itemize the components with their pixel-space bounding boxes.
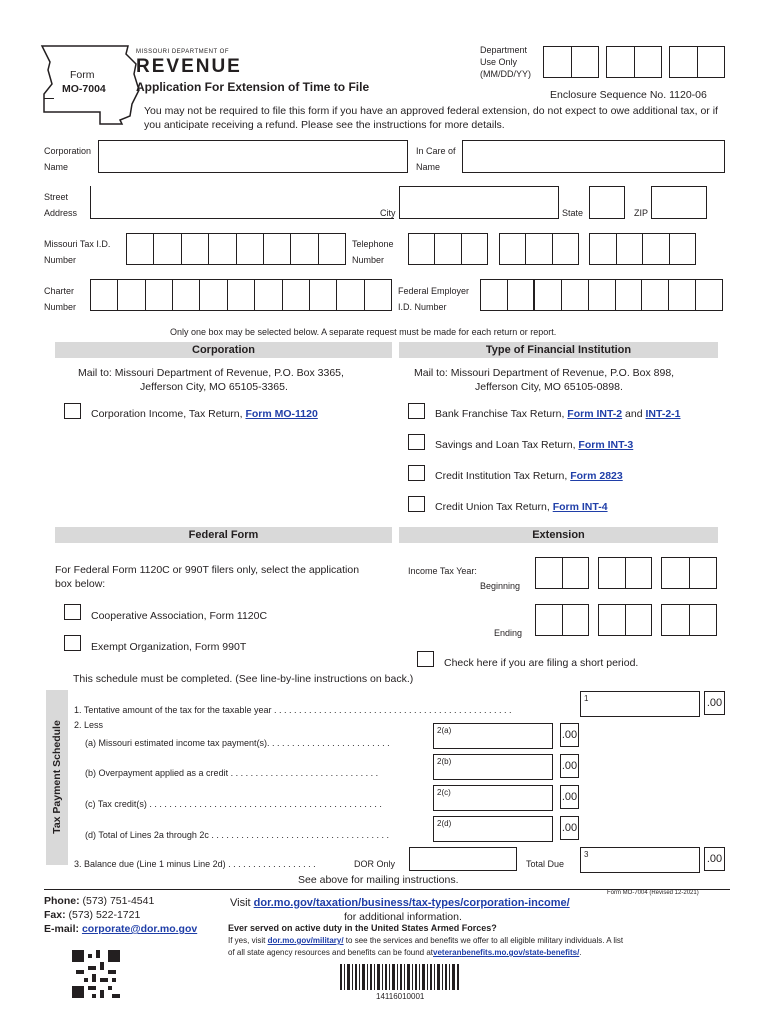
line-2c-label: (c) Tax credit(s) . . . . . . . . . . . . . . . . . . . . . . . . . . . . . . . . . . . . . . . . . . . . . . .: [85, 799, 382, 809]
more-info-text: for additional information.: [344, 911, 462, 923]
telephone-label-2: Number: [352, 255, 385, 265]
form-revision: Form MO-7004 (Revised 12-2021): [607, 890, 699, 896]
corporation-name-input[interactable]: [98, 140, 408, 173]
schedule-side-bar: [46, 690, 68, 865]
department-use-year: [669, 46, 725, 78]
fein-prefix-input[interactable]: [480, 279, 534, 311]
state-input[interactable]: [589, 186, 625, 219]
beginning-year-input[interactable]: [661, 557, 717, 589]
military-link[interactable]: dor.mo.gov/military/: [267, 936, 344, 945]
ending-label: Ending: [494, 628, 523, 638]
form-int-2-1-link[interactable]: INT-2-1: [645, 408, 681, 420]
telephone-label-1: Telephone: [352, 239, 394, 249]
zip-input[interactable]: [651, 186, 707, 219]
schedule-intro: This schedule must be completed. (See line-by-line instructions on back.): [73, 673, 414, 685]
city-label: City: [380, 208, 396, 218]
line-2d-label: (d) Total of Lines 2a through 2c . . . . . . . . . . . . . . . . . . . . . . . . . . . . . . . . . . . .: [85, 830, 389, 840]
line-2a-number: 2(a): [437, 726, 452, 735]
line-1-amount-input[interactable]: [580, 691, 700, 717]
notice-text: You may not be required to file this form if you have an approved federal extension, do not expect to owe additional tax, or if you anticipate receiving a refund. Please see the instructions for more details.: [144, 105, 718, 131]
form-2823-link[interactable]: Form 2823: [570, 470, 623, 482]
care-of-name-input[interactable]: [462, 140, 725, 173]
line-2c-cents: .00: [560, 785, 579, 809]
fein-label-2: I.D. Number: [398, 302, 447, 312]
corporation-mail-line-2: Jefferson City, MO 65105-3365.: [140, 381, 288, 393]
only-one-box-note: Only one box may be selected below. A separate request must be made for each return or report.: [170, 327, 557, 337]
see-above-note: See above for mailing instructions.: [298, 874, 459, 886]
corporation-name-label-2: Name: [44, 162, 69, 172]
military-line-1: If yes, visit dor.mo.gov/military/ to see the services and benefits we offer to all eligible military individuals. A list: [228, 936, 624, 945]
ending-year-input[interactable]: [661, 604, 717, 636]
line-2-label: 2. Less: [74, 720, 104, 730]
enclosure-sequence: Enclosure Sequence No. 1120-06: [550, 89, 707, 101]
short-period-label: Check here if you are filing a short period.: [444, 657, 639, 669]
mo-tax-id-label-2: Number: [44, 255, 77, 265]
corporation-income-link[interactable]: dor.mo.gov/taxation/business/tax-types/corporation-income/: [253, 897, 570, 909]
line-2c-amount-input[interactable]: [433, 785, 553, 811]
line-3-number: 3: [584, 850, 589, 859]
state-label: State: [562, 208, 584, 218]
military-line-2: of all state agency resources and benefits can be found atveteranbenefits.mo.gov/state-benefits/.: [228, 948, 582, 957]
charter-label-2: Number: [44, 302, 77, 312]
ending-month-input[interactable]: [535, 604, 589, 636]
corporation-income-option: Corporation Income, Tax Return, Form MO-1120: [91, 408, 318, 420]
form-mo-1120-link[interactable]: Form MO-1120: [245, 408, 318, 420]
form-title: Application For Extension of Time to File: [136, 80, 370, 94]
department-use-month: [543, 46, 599, 78]
dor-only-field: [409, 847, 517, 871]
divider: [44, 98, 54, 99]
veteran-benefits-link[interactable]: veteranbenefits.mo.gov/state-benefits/: [433, 948, 580, 957]
line-1-number: 1: [584, 694, 589, 703]
financial-mail-line-2: Jefferson City, MO 65105-0898.: [475, 381, 623, 393]
barcode-icon: [340, 964, 460, 990]
street-address-input[interactable]: [90, 186, 394, 219]
line-3-cents: .00: [704, 847, 725, 871]
line-2a-cents: .00: [560, 723, 579, 747]
form-int-2-link[interactable]: Form INT-2: [567, 408, 623, 420]
form-label: Form: [70, 69, 95, 81]
qr-code-icon: [72, 950, 120, 998]
line-2b-label: (b) Overpayment applied as a credit . . . . . . . . . . . . . . . . . . . . . . . . . . . . . .: [85, 768, 379, 778]
line-2b-amount-input[interactable]: [433, 754, 553, 780]
cooperative-association-option: Cooperative Association, Form 1120C: [91, 610, 268, 622]
fein-label-1: Federal Employer: [398, 286, 470, 296]
revenue-logo: REVENUE: [136, 56, 242, 77]
extension-heading: Extension: [399, 527, 718, 543]
care-of-label-1: In Care of: [416, 146, 456, 156]
care-of-label-2: Name: [416, 162, 441, 172]
exempt-organization-option: Exempt Organization, Form 990T: [91, 641, 247, 653]
street-label-1: Street: [44, 192, 69, 202]
beginning-month-input[interactable]: [535, 557, 589, 589]
department-use-label: Department Use Only (MM/DD/YY): [480, 45, 531, 79]
department-label: MISSOURI DEPARTMENT OF: [136, 49, 230, 55]
line-2d-amount-input[interactable]: [433, 816, 553, 842]
fein-suffix-input[interactable]: [534, 279, 723, 311]
telephone-prefix-input[interactable]: [499, 233, 579, 265]
line-1-label: 1. Tentative amount of the tax for the taxable year . . . . . . . . . . . . . . . . . . . . . . . . . . . . . . . . . . . . . . . . . . . . . . . .: [74, 705, 512, 715]
ending-day-input[interactable]: [598, 604, 652, 636]
charter-number-input[interactable]: [90, 279, 392, 311]
beginning-day-input[interactable]: [598, 557, 652, 589]
line-2a-label: (a) Missouri estimated income tax payment(s). . . . . . . . . . . . . . . . . . . . . . . . .: [85, 738, 390, 748]
telephone-area-code-input[interactable]: [408, 233, 488, 265]
line-2d-cents: .00: [560, 816, 579, 840]
email-line: E-mail: corporate@dor.mo.gov: [44, 923, 198, 935]
exempt-organization-checkbox[interactable]: [64, 635, 81, 651]
form-int-4-link[interactable]: Form INT-4: [552, 501, 608, 513]
fax-line: Fax: (573) 522-1721: [44, 909, 141, 921]
corporation-name-label-1: Corporation: [44, 146, 92, 156]
line-3-label: 3. Balance due (Line 1 minus Line 2d) . . . . . . . . . . . . . . . . . .: [74, 859, 316, 869]
telephone-line-input[interactable]: [589, 233, 696, 265]
email-link[interactable]: corporate@dor.mo.gov: [81, 923, 198, 935]
credit-institution-option: Credit Institution Tax Return, Form 2823: [435, 470, 623, 482]
cooperative-association-checkbox[interactable]: [64, 604, 81, 620]
corporation-heading: Corporation: [55, 342, 392, 358]
credit-union-checkbox[interactable]: [408, 496, 425, 512]
visit-line: Visit dor.mo.gov/taxation/business/tax-types/corporation-income/: [230, 897, 570, 909]
line-2c-number: 2(c): [437, 788, 451, 797]
department-use-day: [606, 46, 662, 78]
barcode-number: 14116010001: [376, 992, 425, 1001]
credit-institution-checkbox[interactable]: [408, 465, 425, 481]
financial-mail-line-1: Mail to: Missouri Department of Revenue, P.O. Box 898,: [414, 367, 675, 379]
form-int-3-link[interactable]: Form INT-3: [578, 439, 634, 451]
income-tax-year-label: Income Tax Year:: [408, 566, 477, 576]
mo-tax-id-input[interactable]: [126, 233, 346, 265]
bank-franchise-checkbox[interactable]: [408, 403, 425, 419]
federal-intro-line-1: For Federal Form 1120C or 990T filers only, select the application: [55, 564, 360, 576]
bank-franchise-option: Bank Franchise Tax Return, Form INT-2 and INT-2-1: [435, 408, 681, 420]
line-3-amount-input[interactable]: [580, 847, 700, 873]
corporation-income-checkbox[interactable]: [64, 403, 81, 419]
divider: [90, 186, 91, 219]
corporation-mail-line-1: Mail to: Missouri Department of Revenue, P.O. Box 3365,: [78, 367, 344, 379]
line-2b-cents: .00: [560, 754, 579, 778]
credit-union-option: Credit Union Tax Return, Form INT-4: [435, 501, 608, 513]
mo-tax-id-label-1: Missouri Tax I.D.: [44, 239, 111, 249]
charter-label-1: Charter: [44, 286, 75, 296]
line-2b-number: 2(b): [437, 757, 452, 766]
financial-institution-heading: Type of Financial Institution: [399, 342, 718, 358]
form-number: MO-7004: [62, 83, 106, 95]
savings-loan-option: Savings and Loan Tax Return, Form INT-3: [435, 439, 634, 451]
total-due-label: Total Due: [526, 859, 565, 869]
short-period-checkbox[interactable]: [417, 651, 434, 667]
beginning-label: Beginning: [480, 581, 521, 591]
line-2d-number: 2(d): [437, 819, 452, 828]
federal-form-heading: Federal Form: [55, 527, 392, 543]
zip-label: ZIP: [634, 208, 649, 218]
savings-loan-checkbox[interactable]: [408, 434, 425, 450]
city-input[interactable]: [399, 186, 559, 219]
street-label-2: Address: [44, 208, 78, 218]
dor-only-label: DOR Only: [354, 859, 396, 869]
phone-line: Phone: (573) 751-4541: [44, 895, 155, 907]
line-2a-amount-input[interactable]: [433, 723, 553, 749]
military-question: Ever served on active duty in the United States Armed Forces?: [228, 923, 497, 933]
schedule-side-label: Tax Payment Schedule: [51, 720, 63, 834]
federal-intro-line-2: box below:: [55, 578, 106, 590]
line-1-cents: .00: [704, 691, 725, 715]
